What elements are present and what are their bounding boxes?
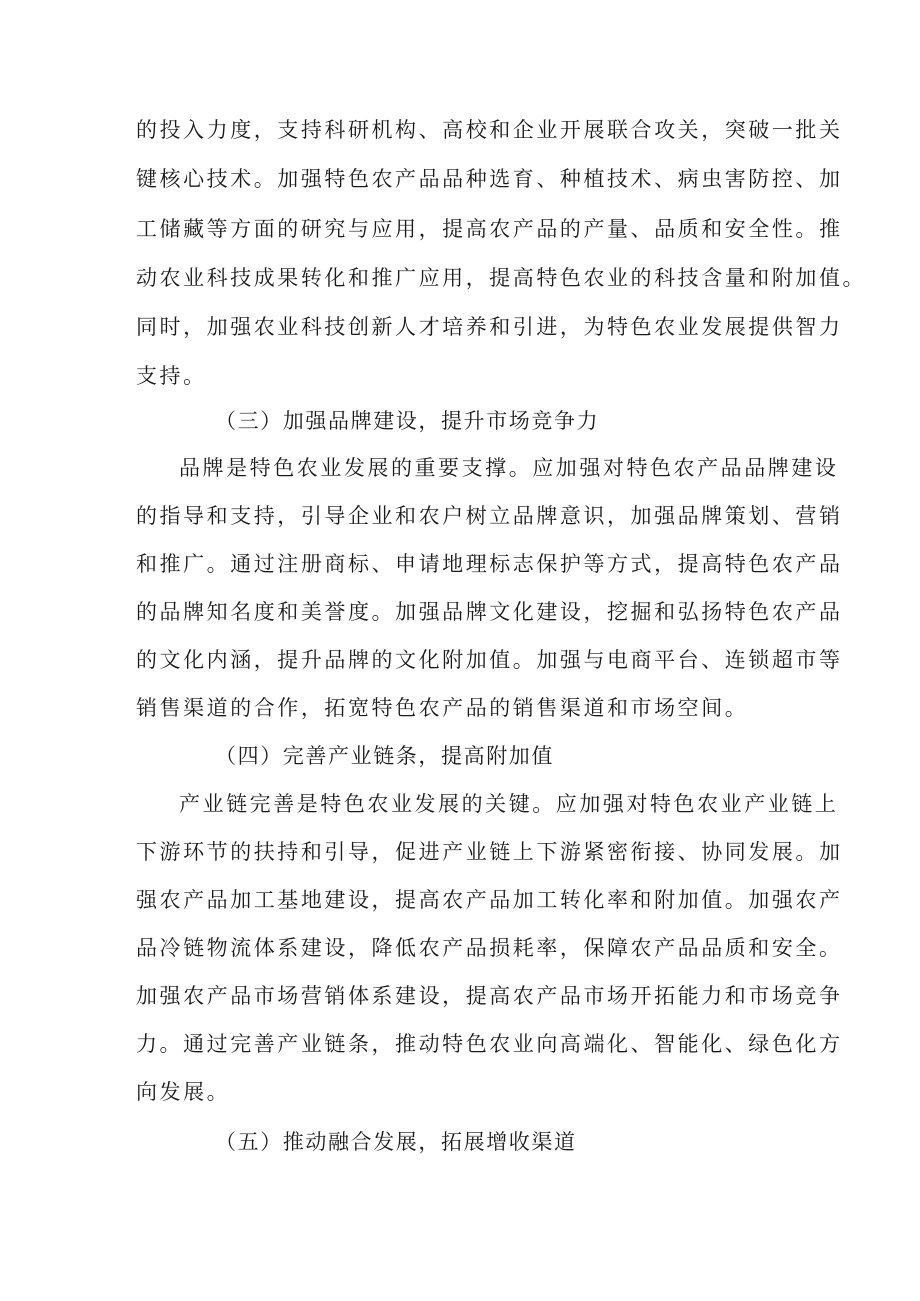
paragraph-line: 和推广。通过注册商标、申请地理标志保护等方式，提高特色农产品 (136, 552, 843, 576)
paragraph-line: 强农产品加工基地建设，提高农产品加工转化率和附加值。加强农产 (136, 888, 843, 912)
paragraph-line: 产业链完善是特色农业发展的关键。应加强对特色农业产业链上 (179, 792, 839, 816)
section-heading-4: （四）完善产业链条，提高附加值 (215, 744, 554, 768)
paragraph-line: 向发展。 (136, 1080, 231, 1104)
paragraph-line: 的指导和支持，引导企业和农户树立品牌意识，加强品牌策划、营销 (136, 504, 843, 528)
paragraph-line: 力。通过完善产业链条，推动特色农业向高端化、智能化、绿色化方 (136, 1032, 843, 1056)
section-heading-5: （五）推动融合发展，拓展增收渠道 (215, 1130, 577, 1154)
paragraph-line: 加强农产品市场营销体系建设，提高农产品市场开拓能力和市场竞争 (136, 984, 843, 1008)
paragraph-line: 销售渠道的合作，拓宽特色农产品的销售渠道和市场空间。 (136, 696, 749, 720)
paragraph-line: 键核心技术。加强特色农产品品种选育、种植技术、病虫害防控、加 (136, 167, 843, 191)
paragraph-line: 支持。 (136, 364, 207, 388)
paragraph-line: 的文化内涵，提升品牌的文化附加值。加强与电商平台、连锁超市等 (136, 648, 843, 672)
paragraph-line: 品牌是特色农业发展的重要支撑。应加强对特色农产品品牌建设 (179, 456, 839, 480)
paragraph-line: 的品牌知名度和美誉度。加强品牌文化建设，挖掘和弘扬特色农产品 (136, 600, 843, 624)
paragraph-line: 同时，加强农业科技创新人才培养和引进，为特色农业发展提供智力 (136, 315, 843, 339)
paragraph-line: 品冷链物流体系建设，降低农产品损耗率，保障农产品品质和安全。 (136, 936, 843, 960)
paragraph-line: 下游环节的扶持和引导，促进产业链上下游紧密衔接、协同发展。加 (136, 840, 843, 864)
paragraph-line: 动农业科技成果转化和推广应用，提高特色农业的科技含量和附加值。 (136, 266, 867, 290)
paragraph-line: 的投入力度，支持科研机构、高校和企业开展联合攻关，突破一批关 (136, 118, 843, 142)
paragraph-line: 工储藏等方面的研究与应用，提高农产品的产量、品质和安全性。推 (136, 217, 843, 241)
section-heading-3: （三）加强品牌建设，提升市场竞争力 (215, 409, 600, 433)
